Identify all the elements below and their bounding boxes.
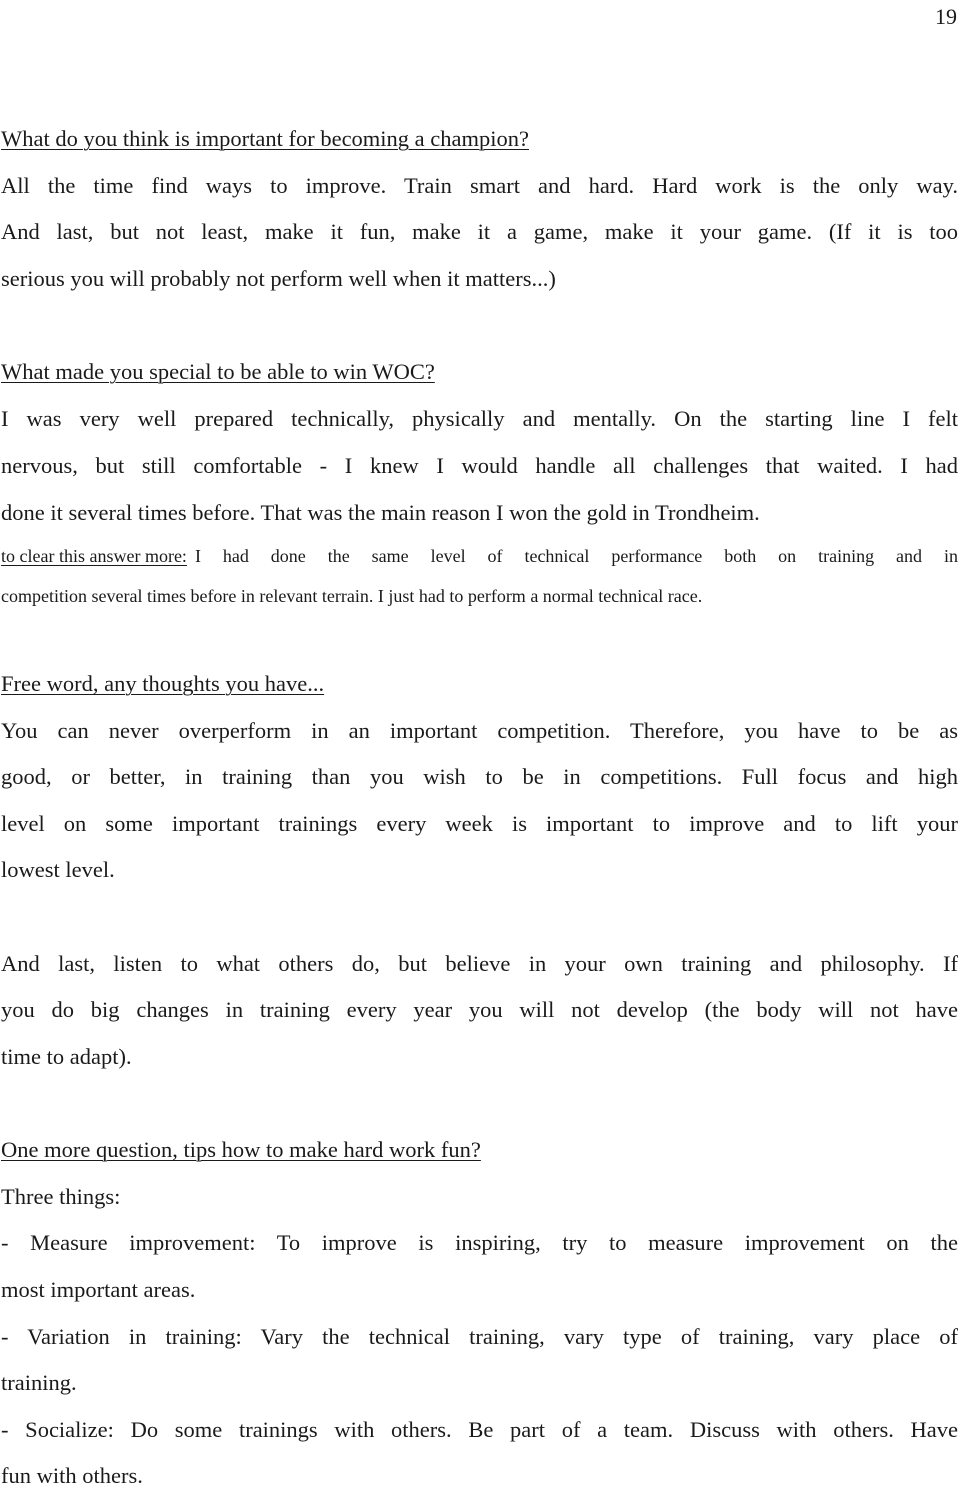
- tip-line: - Measure improvement: To improve is inspiring, try to measure improvement on the: [1, 1230, 958, 1255]
- clarification-text: I had done the same level of technical performance both on training and in: [194, 546, 958, 566]
- paragraph-line: lowest level.: [1, 857, 115, 882]
- clarification-line: competition several times before in relevant terrain. I just had to perform a normal technical race.: [1, 586, 703, 606]
- paragraph-line: And last, listen to what others do, but believe in your own training and philosophy. If: [1, 951, 958, 976]
- paragraph-line: level on some important trainings every week is important to improve and to lift your: [1, 811, 958, 836]
- answer-line: done it several times before. That was the main reason I won the gold in Trondheim.: [1, 500, 760, 525]
- paragraph-line: time to adapt).: [1, 1044, 132, 1069]
- clarification-label: to clear this answer more:: [1, 546, 187, 566]
- question-free-word: Free word, any thoughts you have...: [1, 671, 325, 696]
- answer-line: nervous, but still comfortable - I knew I would handle all challenges that waited. I had: [1, 453, 958, 478]
- page-number: 19: [935, 4, 957, 29]
- question-hard-work-fun: One more question, tips how to make hard work fun?: [1, 1137, 481, 1162]
- tip-line: most important areas.: [1, 1277, 196, 1302]
- question-champion: What do you think is important for becoming a champion?: [1, 126, 530, 151]
- paragraph-line: good, or better, in training than you wish to be in competitions. Full focus and high: [1, 764, 958, 789]
- answer-line: All the time find ways to improve. Train smart and hard. Hard work is the only way.: [1, 173, 958, 198]
- tip-line: - Socialize: Do some trainings with others. Be part of a team. Discuss with others. Have: [1, 1417, 958, 1442]
- clarification-line: [1, 547, 958, 565]
- tips-intro: Three things:: [1, 1184, 121, 1209]
- tip-line: training.: [1, 1370, 77, 1395]
- tip-line: fun with others.: [1, 1463, 143, 1488]
- answer-line: I was very well prepared technically, physically and mentally. On the starting line I felt: [1, 406, 958, 431]
- answer-line: And last, but not least, make it fun, make it a game, make it your game. (If it is too: [1, 219, 958, 244]
- paragraph-line: you do big changes in training every year you will not develop (the body will not have: [1, 997, 958, 1022]
- answer-line: serious you will probably not perform well when it matters...): [1, 266, 556, 291]
- paragraph-line: You can never overperform in an important competition. Therefore, you have to be as: [1, 718, 958, 743]
- question-woc: What made you special to be able to win WOC?: [1, 359, 435, 384]
- tip-line: - Variation in training: Vary the technical training, vary type of training, vary place of: [1, 1324, 958, 1349]
